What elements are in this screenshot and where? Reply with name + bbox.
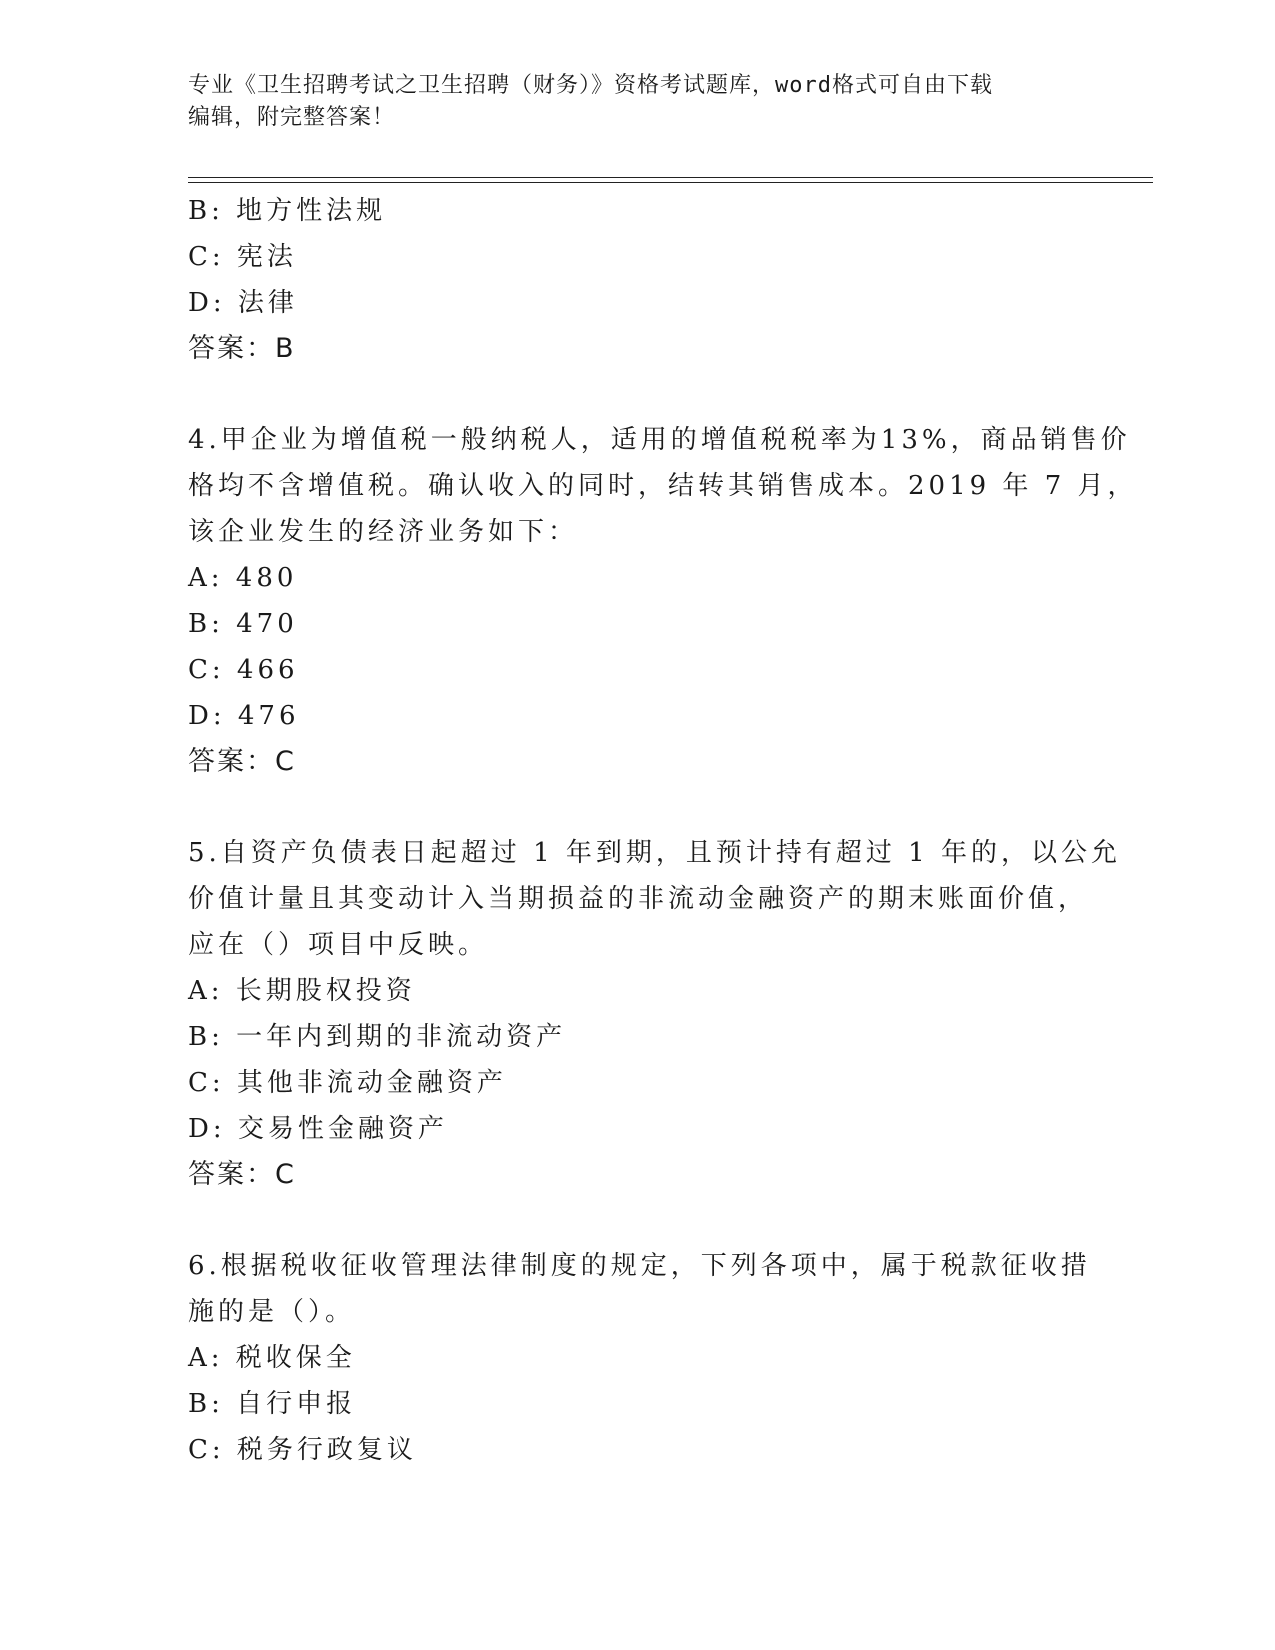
question-6-stem-line-2: 施的是（）。 [188, 1297, 356, 1327]
question-5-stem-line-2: 价值计量且其变动计入当期损益的非流动金融资产的期末账面价值， [188, 884, 1089, 914]
question-5-option-a: A: 长期股权投资 [188, 976, 416, 1006]
question-3 [188, 188, 1088, 372]
question-4-option-a: A: 480 [188, 563, 298, 593]
question-list [188, 188, 1138, 1473]
question-4-stem-line-1: 4.甲企业为增值税一般纳税人，适用的增值税税率为13%，商品销售价 [188, 425, 1131, 455]
question-6-option-a: A: 税收保全 [188, 1343, 356, 1373]
spacer [188, 372, 1088, 417]
question-5-option-b: B: 一年内到期的非流动资产 [188, 1022, 567, 1052]
question-5 [188, 830, 1121, 1198]
question-4-option-b: B: 470 [188, 609, 298, 639]
question-6-option-b: B: 自行申报 [188, 1389, 357, 1419]
question-3-option-b: B: 地方性法规 [188, 196, 387, 226]
question-4-option-d: D: 476 [188, 701, 300, 731]
question-6-option-c: C: 税务行政复议 [188, 1435, 417, 1465]
question-3-answer: 答案：B [188, 333, 296, 364]
question-3-option-d: D: 法律 [188, 288, 298, 318]
question-6-stem-line-1: 6.根据税收征收管理法律制度的规定，下列各项中，属于税款征收措 [188, 1251, 1091, 1281]
document-header [188, 70, 1088, 134]
question-4-answer: 答案：C [188, 746, 296, 777]
question-6 [188, 1243, 1091, 1473]
question-5-stem-line-1: 5.自资产负债表日起超过 1 年到期，且预计持有超过 1 年的，以公允 [188, 838, 1121, 868]
question-4-stem-line-3: 该企业发生的经济业务如下： [188, 517, 579, 547]
question-4-stem-line-2: 格均不含增值税。确认收入的同时，结转其销售成本。2019 年 7 月， [188, 471, 1138, 501]
question-3-option-c: C: 宪法 [188, 242, 297, 272]
header-divider-bottom [188, 182, 1153, 183]
question-5-stem-line-3: 应在（）项目中反映。 [188, 930, 489, 960]
question-4-option-c: C: 466 [188, 655, 299, 685]
header-divider-top [188, 177, 1153, 178]
spacer [188, 785, 1088, 830]
question-5-answer: 答案：C [188, 1159, 296, 1190]
header-line-1: 专业《卫生招聘考试之卫生招聘（财务）》资格考试题库，word格式可自由下载 [188, 73, 993, 98]
question-5-option-c: C: 其他非流动金融资产 [188, 1068, 507, 1098]
question-5-option-d: D: 交易性金融资产 [188, 1114, 448, 1144]
header-line-2: 编辑，附完整答案！ [188, 105, 396, 130]
question-4 [188, 417, 1138, 785]
spacer [188, 1198, 1088, 1243]
